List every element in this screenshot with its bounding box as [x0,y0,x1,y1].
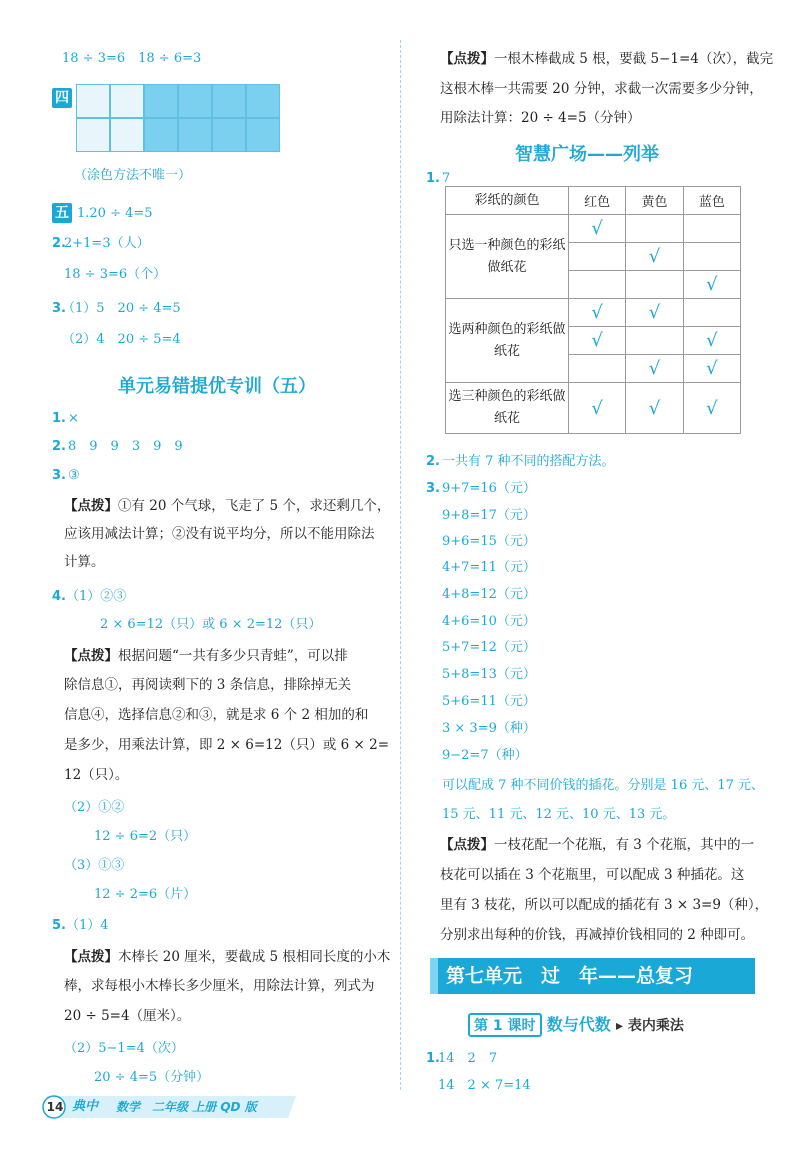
wu-2b: 18 ÷ 3=6（个） [64,267,167,282]
b1-num: 1. [426,1051,440,1066]
a3-tip-line-2: 枝花可以插在 3 个花瓶里，可以配成 3 种插花。这 [440,867,745,883]
table-header: 黄色 [626,187,683,215]
q5-tip-line-3: 20 ÷ 5=4（厘米）。 [64,1008,191,1024]
q3-tip-line-1: 【点拨】①有 20 个气球，飞走了 5 个，求还剩几个， [64,498,391,514]
unit-title: 第七单元 过 年——总复习 [446,965,694,987]
a3-line: 4+7=11（元） [442,560,536,575]
section-title-errors: 单元易错提优专训（五） [118,376,316,397]
grid-cell [76,84,110,118]
a1: 7 [442,171,451,186]
grid-cell [212,118,246,152]
q3-num: 3. [52,468,66,483]
a3-line: 9+8=17（元） [442,508,536,523]
top-line: 18 ÷ 3=6 18 ÷ 6=3 [62,51,202,66]
a3-num: 3. [426,481,440,496]
q4-1b: 2 × 6=12（只）或 6 × 2=12（只） [100,617,322,632]
unit-bar-accent [430,958,438,994]
q4-2: （2）①② [64,800,125,815]
color-combination-table [445,186,741,434]
lesson-subtitle: ▸ 表内乘法 [615,1018,684,1034]
check-mark: √ [626,243,683,271]
wu-2-num: 2. [52,236,66,251]
q4-num: 4. [52,589,66,604]
grid-cell [212,84,246,118]
q3-tip-line-2: 应该用减法计算；②没有说平均分，所以不能用除法 [64,526,375,542]
q4-3b: 12 ÷ 2=6（片） [94,887,197,902]
b1b: 14 2 × 7=14 [438,1078,531,1093]
r-tip-line-2: 这根木棒一共需要 20 分钟，求截一次需要多少分钟， [440,81,763,97]
a3-tip-line-4: 分别求出每种的价钱，再减掉价钱相同的 2 种即可。 [440,927,755,943]
check-mark: √ [683,271,740,299]
q5-2b: 20 ÷ 4=5（分钟） [94,1070,210,1085]
lesson-tag: 第 1 课时 [468,1013,542,1037]
page-number: 14 [46,1100,64,1114]
check-mark: √ [626,355,683,383]
brand-logo: 典中 [72,1099,99,1114]
wu-1: 1.20 ÷ 4=5 [77,206,153,221]
q4-tip-line-1: 【点拨】根据问题“一共有多少只青蛙”，可以排 [64,648,348,664]
unit-title-bar [430,958,755,994]
a3-line: 4+6=10（元） [442,614,536,629]
q2-num: 2. [52,439,66,454]
page-footer [38,1094,300,1120]
table-header: 蓝色 [683,187,740,215]
q5-tip-line-1: 【点拨】木棒长 20 厘米，要截成 5 根相同长度的小木 [64,949,391,965]
q5-2: （2）5−1=4（次） [64,1041,184,1056]
check-mark: √ [569,215,626,243]
a3-line: 4+8=12（元） [442,587,536,602]
section-badge-wu: 五 [52,203,72,223]
column-divider [400,40,401,1090]
check-mark: √ [683,383,740,434]
wu-3: （1）5 20 ÷ 4=5 [62,301,181,316]
row-group-one-color: 只选一种颜色的彩纸做纸花 [446,215,569,299]
tip-label: 【点拨】 [64,648,118,664]
a2-num: 2. [426,454,440,469]
grid-cell [110,84,144,118]
grid-cell [76,118,110,152]
tip-label: 【点拨】 [64,949,118,965]
tip-label: 【点拨】 [440,51,494,67]
row-group-three-colors: 选三种颜色的彩纸做纸花 [446,383,569,434]
lesson-heading [468,1012,684,1037]
grid-cell [144,84,178,118]
q2: 8 9 9 3 9 9 [68,439,183,454]
grid-cell [144,118,178,152]
a3-line: 5+7=12（元） [442,640,536,655]
grid-note: （涂色方法不唯一） [74,168,192,183]
r-tip-line-3: 用除法计算：20 ÷ 4=5（分钟） [440,110,641,126]
q4-tip-line-3: 信息④，选择信息②和③，就是求 6 个 2 相加的和 [64,707,369,723]
r-tip-line-1: 【点拨】一根木棒截成 5 根，要截 5−1=4（次），截完 [440,51,774,67]
wu-3-num: 3. [52,301,66,316]
q5-1: （1）4 [66,918,109,933]
book-info: 数学 二年级 上册 QD 版 [116,1100,257,1114]
check-mark: √ [569,383,626,434]
a3-line: 5+8=13（元） [442,667,536,682]
check-mark: √ [683,355,740,383]
q3: ③ [68,468,80,483]
wu-2: 2+1=3（人） [64,236,150,251]
grid-cell [178,84,212,118]
a3-line: 9+7=16（元） [442,481,536,496]
q5-tip-line-2: 棒，求每根小木棒长多少厘米，用除法计算，列式为 [64,978,375,994]
b1: 14 2 7 [438,1051,498,1066]
q4-tip-line-4: 是多少，用乘法计算，即 2 × 6=12（只）或 6 × 2= [64,737,390,753]
check-mark: √ [626,383,683,434]
table-header: 红色 [569,187,626,215]
q4-3: （3）①③ [64,858,125,873]
wu-3b: （2）4 20 ÷ 5=4 [62,332,181,347]
q5-num: 5. [52,918,66,933]
row-group-two-colors: 选两种颜色的彩纸做纸花 [446,299,569,383]
a3-tip-line-3: 里有 3 枝花，所以可以配成的插花有 3 × 3=9（种）， [440,897,769,913]
a1-num: 1. [426,171,440,186]
q1: × [68,411,79,426]
a3-line: 5+6=11（元） [442,694,536,709]
grid-cell [246,84,280,118]
table-header: 彩纸的颜色 [446,187,569,215]
grid-cell [178,118,212,152]
a3-answer-line-2: 15 元、11 元、12 元、10 元、13 元。 [442,807,676,822]
a2: 一共有 7 种不同的搭配方法。 [442,454,615,469]
q3-tip-line-3: 计算。 [64,554,105,570]
a3-line: 9+6=15（元） [442,534,536,549]
check-mark: √ [569,299,626,327]
q4-2b: 12 ÷ 6=2（只） [94,829,197,844]
lesson-name: 数与代数 [546,1015,611,1034]
a3-answer-line-1: 可以配成 7 种不同价钱的插花。分别是 16 元、17 元、 [442,778,765,793]
tip-label: 【点拨】 [440,837,494,853]
grid-cell [246,118,280,152]
a3-tip-line-1: 【点拨】一枝花配一个花瓶，有 3 个花瓶，其中的一 [440,837,755,853]
a3-line: 9−2=7（种） [442,748,528,763]
q4-1: （1）②③ [66,589,127,604]
check-mark: √ [569,327,626,355]
tip-label: 【点拨】 [64,498,118,514]
q1-num: 1. [52,411,66,426]
q4-tip-line-5: 12（只）。 [64,767,129,783]
check-mark: √ [626,299,683,327]
q4-tip-line-2: 除信息①，再阅读剩下的 3 条信息，排除掉无关 [64,677,352,693]
check-mark: √ [683,327,740,355]
a3-line: 3 × 3=9（种） [442,721,536,736]
section-badge-si: 四 [52,88,72,108]
section-title-enumeration: 智慧广场——列举 [515,144,659,165]
grid-cell [110,118,144,152]
